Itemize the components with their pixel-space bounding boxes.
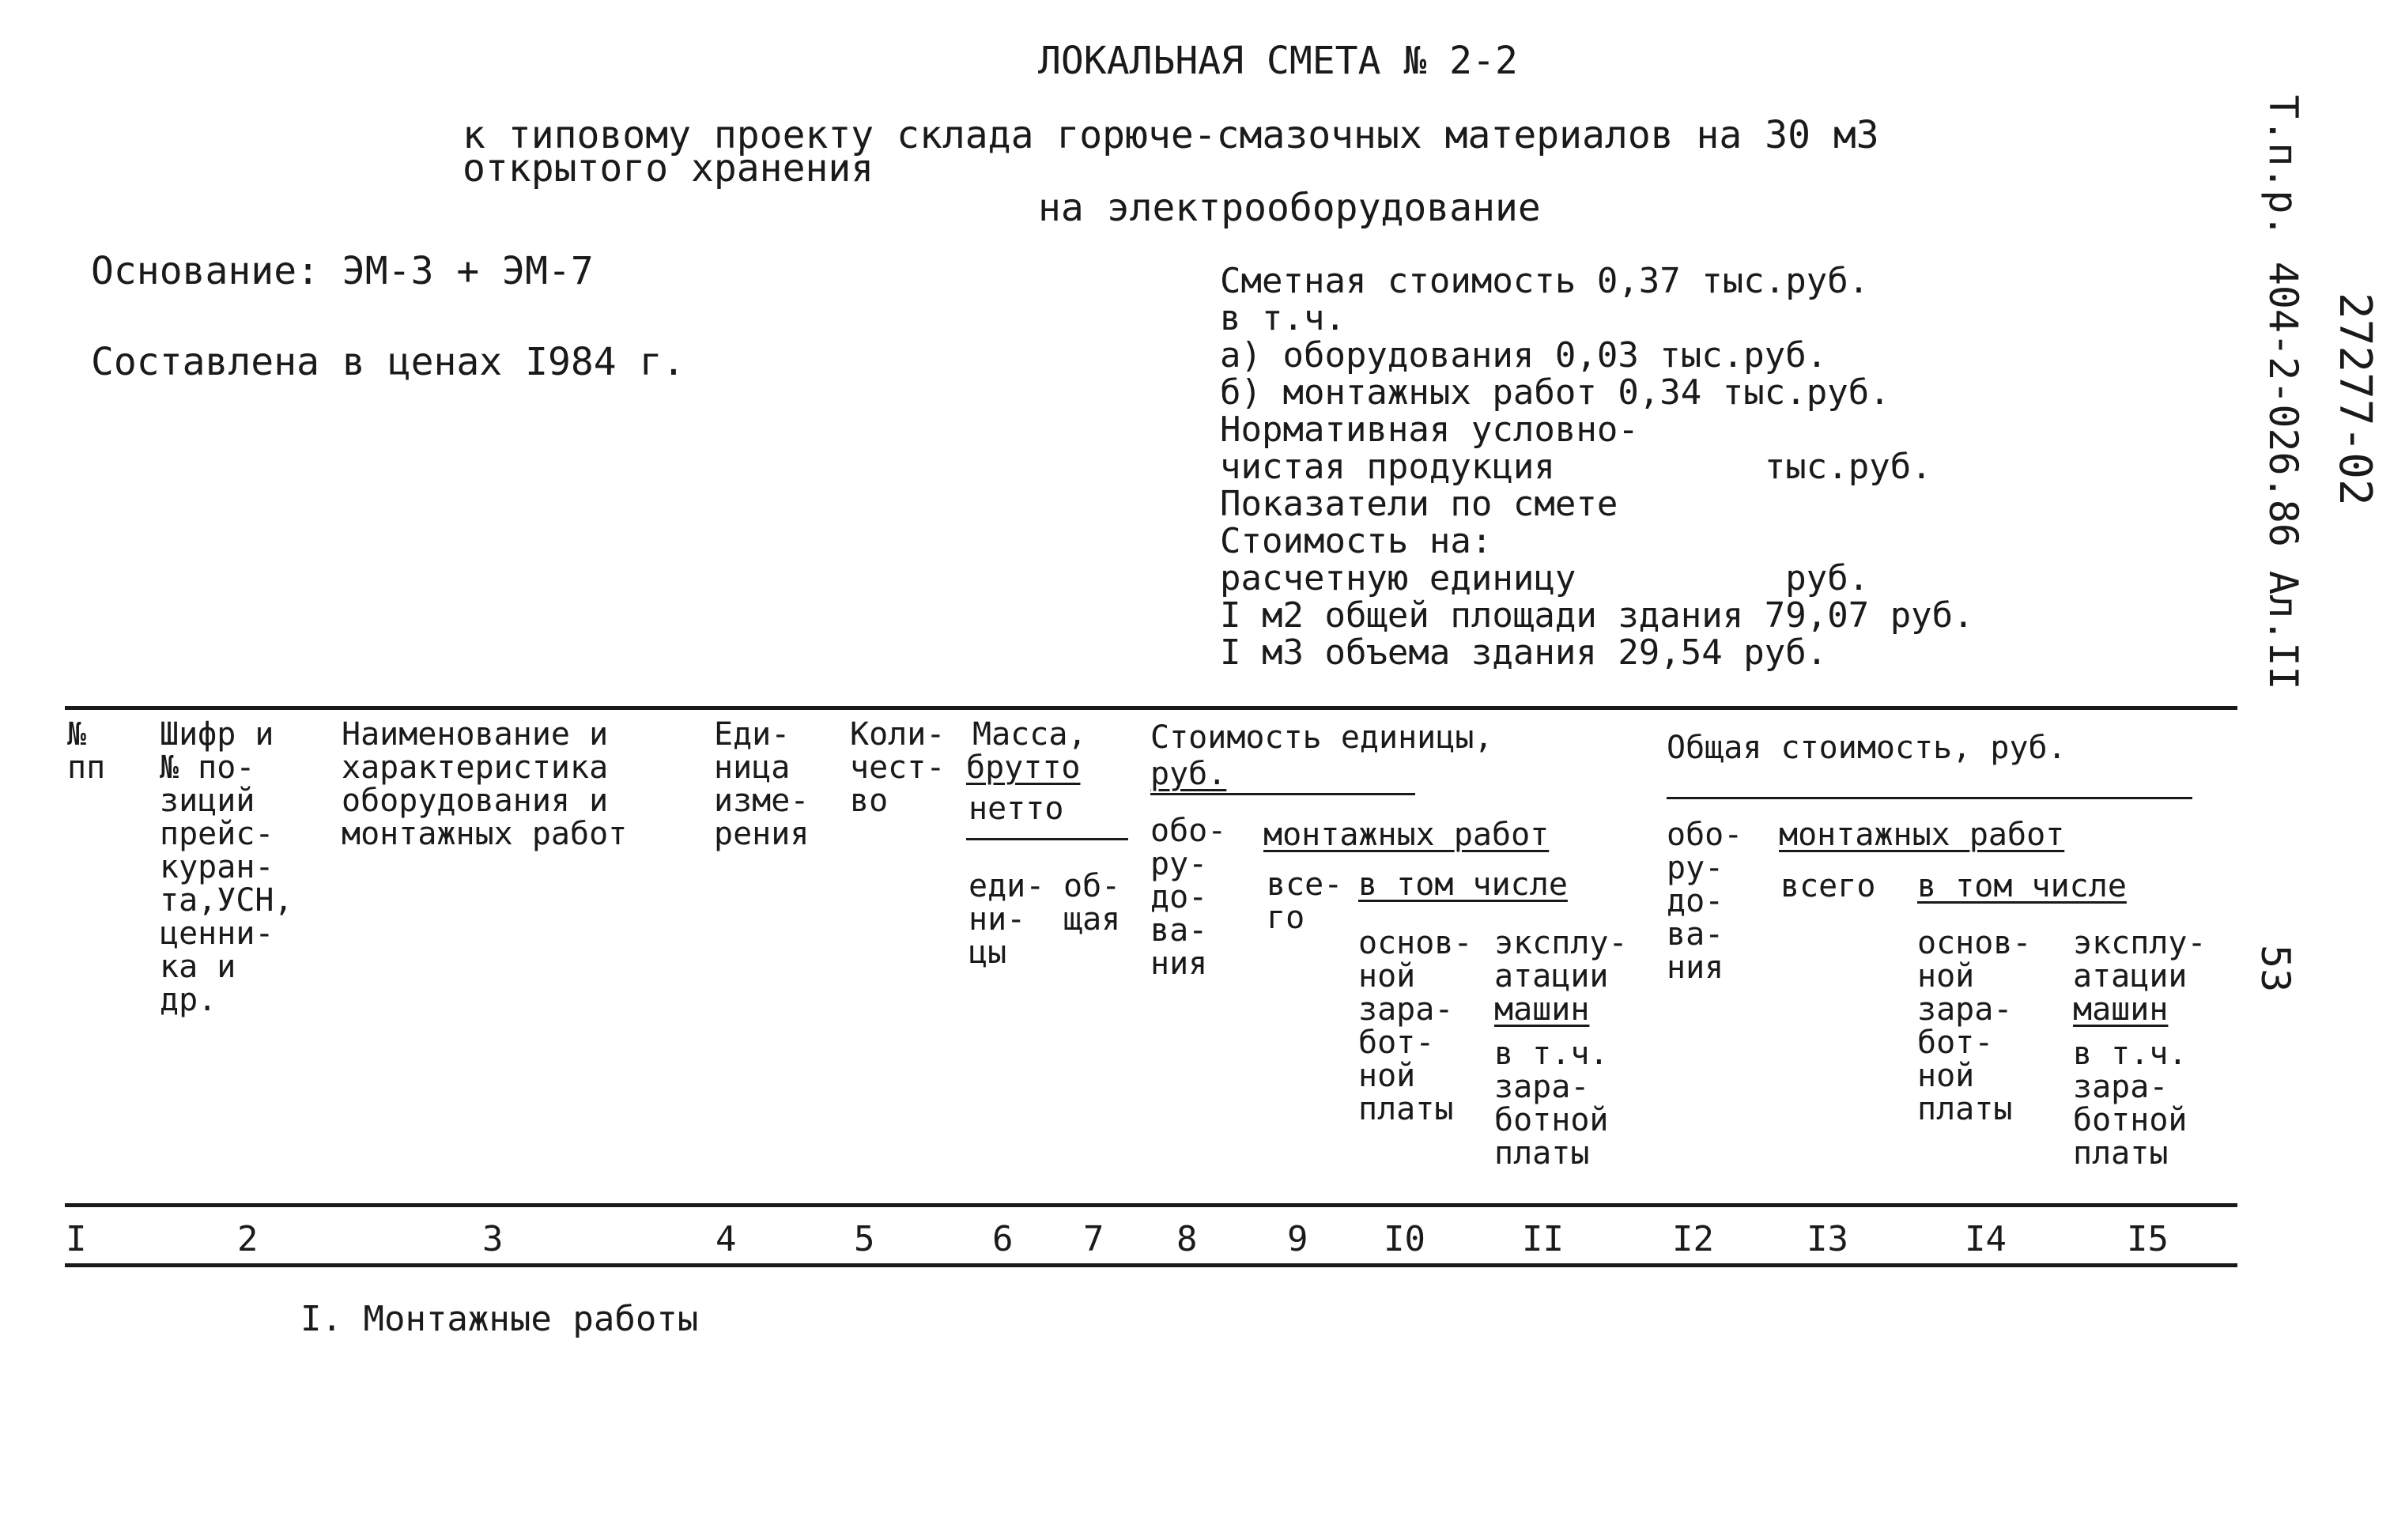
column-number: 3 bbox=[482, 1219, 504, 1259]
summary-line: в т.ч. bbox=[1220, 298, 1346, 338]
col5-header: Коли- чест- во bbox=[850, 716, 946, 819]
col8-header: обо- ру- до- ва- ния bbox=[1150, 813, 1227, 982]
summary-line: Сметная стоимость 0,37 тыс.руб. bbox=[1220, 261, 1870, 301]
column-number: 9 bbox=[1287, 1219, 1308, 1259]
column-number: I0 bbox=[1384, 1219, 1425, 1259]
column-number: I bbox=[66, 1219, 87, 1259]
total-cost-header-title: Общая стоимость, руб. bbox=[1667, 730, 2067, 766]
prices-year-text: Составлена в ценах I984 г. bbox=[91, 340, 685, 384]
col2-header: Шифр и № по- зиций прейс- куран- та,УСН, ценни- ка и др. bbox=[160, 716, 293, 1018]
column-number: 2 bbox=[237, 1219, 259, 1259]
summary-line: чистая продукция тыс.руб. bbox=[1220, 447, 1932, 487]
col6-header: еди- ни- цы bbox=[968, 868, 1045, 971]
subtitle-line-3: на электрооборудование bbox=[1038, 186, 1541, 230]
column-number: 6 bbox=[992, 1219, 1014, 1259]
total-mont-header: монтажных работ bbox=[1779, 817, 2065, 853]
total-cost-underline bbox=[1667, 797, 2192, 799]
table-numbers-rule bbox=[65, 1263, 2237, 1267]
column-number: I3 bbox=[1807, 1219, 1848, 1259]
summary-line: I м2 общей площади здания 79,07 руб. bbox=[1220, 595, 1974, 636]
summary-line: расчетную единицу руб. bbox=[1220, 558, 1870, 598]
col1-header: № пп bbox=[67, 716, 106, 786]
subtitle-line-1: к типовому проекту склада горюче-смазочных материалов на 30 м3 bbox=[463, 113, 1879, 157]
unit-incl-header: в том числе bbox=[1358, 866, 1568, 903]
subtitle-line-2: открытого хранения bbox=[463, 146, 874, 191]
basis-text: Основание: ЭМ-3 + ЭМ-7 bbox=[91, 249, 594, 293]
summary-line: Стоимость на: bbox=[1220, 521, 1493, 561]
column-number: I5 bbox=[2127, 1219, 2169, 1259]
project-code-stamp: Т.п.р. 404-2-026.86 Ал.II bbox=[2260, 95, 2306, 690]
column-number: II bbox=[1522, 1219, 1564, 1259]
mass-netto-underline bbox=[966, 838, 1128, 840]
summary-line: Нормативная условно- bbox=[1220, 410, 1639, 450]
summary-line: б) монтажных работ 0,34 тыс.руб. bbox=[1220, 372, 1890, 413]
summary-line: а) оборудования 0,03 тыс.руб. bbox=[1220, 335, 1828, 376]
mass-netto-label: нетто bbox=[968, 791, 1064, 827]
section-title: I. Монтажные работы bbox=[300, 1299, 699, 1339]
col9-header: все- го bbox=[1267, 866, 1343, 936]
col4-header: Еди- ница изме- рения bbox=[714, 716, 810, 852]
col3-header: Наименование и характеристика оборудования и монтажных работ bbox=[342, 716, 628, 852]
unit-mont-header: монтажных работ bbox=[1263, 817, 1550, 853]
col14-header: основ- ной зара- бот- ной платы bbox=[1917, 925, 2032, 1127]
unit-cost-header-unit: руб. bbox=[1150, 756, 1227, 792]
column-number: 4 bbox=[715, 1219, 737, 1259]
unit-cost-underline bbox=[1150, 793, 1415, 795]
summary-line: I м3 объема здания 29,54 руб. bbox=[1220, 632, 1828, 673]
column-number: 8 bbox=[1176, 1219, 1198, 1259]
unit-cost-header-title: Стоимость единицы, bbox=[1150, 719, 1493, 756]
page-number: 53 bbox=[2252, 945, 2298, 993]
table-header-bottom-rule bbox=[65, 1203, 2237, 1207]
column-number: I4 bbox=[1965, 1219, 2007, 1259]
mass-header-title: Масса, bbox=[972, 716, 1087, 753]
total-incl-header: в том числе bbox=[1917, 868, 2127, 904]
col15-header: эксплу- атации машин в т.ч. зара- ботной платы bbox=[2073, 925, 2207, 1172]
col10-header: основ- ной зара- бот- ной платы bbox=[1358, 925, 1473, 1127]
column-number: 5 bbox=[854, 1219, 875, 1259]
column-number: 7 bbox=[1083, 1219, 1104, 1259]
column-number: I2 bbox=[1672, 1219, 1714, 1259]
document-title: ЛОКАЛЬНАЯ СМЕТА № 2-2 bbox=[1038, 39, 1518, 83]
mass-brutto-label: брутто bbox=[966, 749, 1081, 786]
summary-line: Показатели по смете bbox=[1220, 484, 1618, 524]
table-top-rule bbox=[65, 706, 2237, 710]
col11-header: эксплу- атации машин в т.ч. зара- ботной платы bbox=[1494, 925, 1628, 1172]
col13-header: всего bbox=[1780, 868, 1876, 904]
col7-header: об- щая bbox=[1063, 868, 1121, 938]
col12-header: обо- ру- до- ва- ния bbox=[1667, 817, 1743, 986]
inventory-number-stamp: 27277-02 bbox=[2329, 293, 2381, 506]
